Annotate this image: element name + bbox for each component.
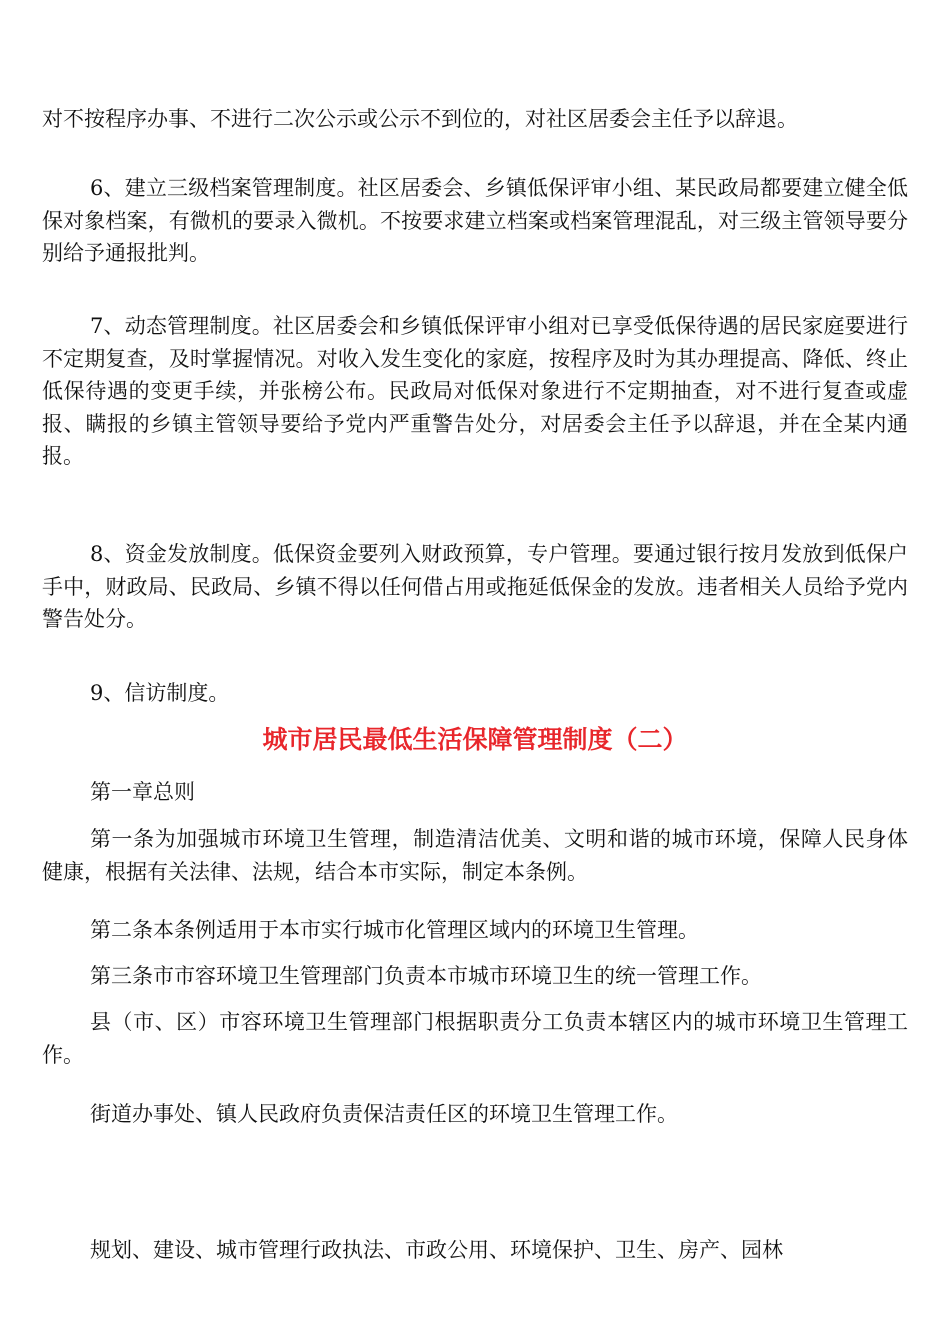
paragraph-dynamic-management: 7、动态管理制度。社区居委会和乡镇低保评审小组对已享受低保待遇的居民家庭要进行不定期复查，及时掌握情况。对收入发生变化的家庭，按程序及时为其办理提高、降低、终止低保待遇的变更手续，并张榜公布。民政局对低保对象进行不定期抽查，对不进行复查或虚报、瞒报的乡镇主管领导要给予党内严重警告处分，对居委会主任予以辞退，并在全某内通报。: [42, 314, 908, 468]
paragraph-departments: 规划、建设、城市管理行政执法、市政公用、环境保护、卫生、房产、园林: [90, 1238, 783, 1262]
section-heading: 城市居民最低生活保障管理制度（二）: [262, 725, 688, 754]
paragraph-dismissal: 对不按程序办事、不进行二次公示或公示不到位的，对社区居委会主任予以辞退。: [42, 107, 798, 131]
article-3: 第三条市市容环境卫生管理部门负责本市城市环境卫生的统一管理工作。: [90, 964, 762, 988]
paragraph-county: 县（市、区）市容环境卫生管理部门根据职责分工负责本辖区内的城市环境卫生管理工作。: [42, 1010, 908, 1067]
chapter-title: 第一章总则: [90, 780, 195, 804]
article-2: 第二条本条例适用于本市实行城市化管理区域内的环境卫生管理。: [90, 918, 699, 942]
paragraph-street-office: 街道办事处、镇人民政府负责保洁责任区的环境卫生管理工作。: [90, 1102, 678, 1126]
paragraph-archive-system: 6、建立三级档案管理制度。社区居委会、乡镇低保评审小组、某民政局都要建立健全低保对象档案，有微机的要录入微机。不按要求建立档案或档案管理混乱，对三级主管领导要分别给予通报批判。: [42, 176, 908, 265]
article-1: 第一条为加强城市环境卫生管理，制造清洁优美、文明和谐的城市环境，保障人民身体健康，根据有关法律、法规，结合本市实际，制定本条例。: [42, 827, 908, 884]
paragraph-petition-system: 9、信访制度。: [90, 681, 230, 705]
paragraph-fund-distribution: 8、资金发放制度。低保资金要列入财政预算，专户管理。要通过银行按月发放到低保户手中，财政局、民政局、乡镇不得以任何借占用或拖延低保金的发放。违者相关人员给予党内警告处分。: [42, 542, 908, 631]
